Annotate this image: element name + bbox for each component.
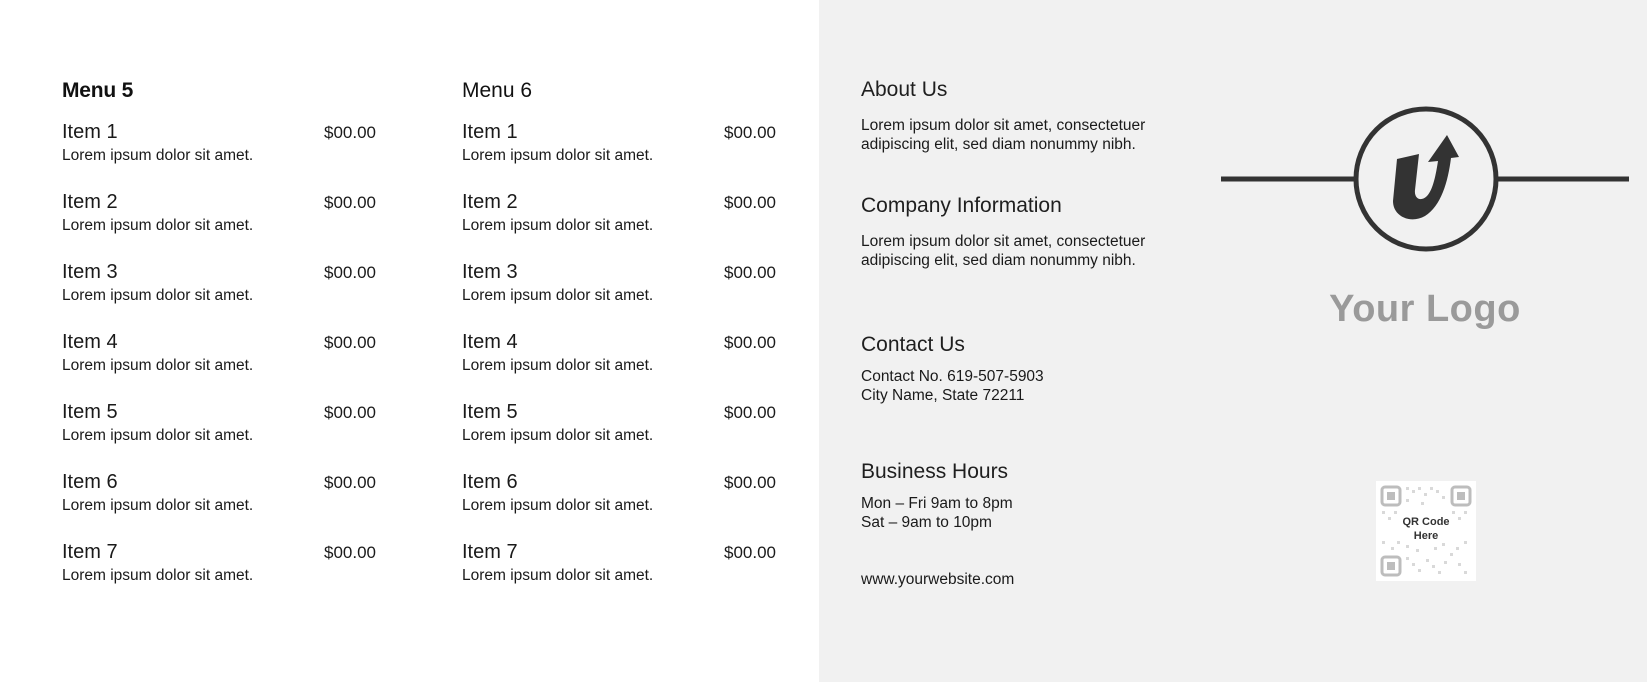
item-price: $00.00 [724, 263, 776, 282]
qr-label-line: Here [1413, 530, 1439, 542]
item-description: Lorem ipsum dolor sit amet. [62, 497, 254, 514]
item-name: Item 1 [462, 121, 518, 143]
menu-column-6 [462, 76, 776, 610]
item-name: Item 5 [62, 401, 118, 423]
hours-title: Business Hours [861, 460, 1009, 483]
menu-item [62, 260, 376, 330]
arrow-u-logo-icon [1221, 104, 1629, 254]
item-name: Item 7 [62, 541, 118, 563]
hours-weekday: Mon – Fri 9am to 8pm [861, 495, 1013, 512]
item-price: $00.00 [724, 403, 776, 422]
item-price: $00.00 [724, 193, 776, 212]
item-name: Item 7 [462, 541, 518, 563]
item-price: $00.00 [724, 473, 776, 492]
menu-column-5 [62, 76, 376, 610]
company-text-line: adipiscing elit, sed diam nonummy nibh. [861, 252, 1136, 269]
item-description: Lorem ipsum dolor sit amet. [62, 567, 254, 584]
hours-weekend: Sat – 9am to 10pm [861, 514, 992, 531]
item-price: $00.00 [324, 543, 376, 562]
item-description: Lorem ipsum dolor sit amet. [62, 287, 254, 304]
item-price: $00.00 [324, 193, 376, 212]
website-link[interactable]: www.yourwebsite.com [861, 571, 1015, 588]
menu-item [62, 330, 376, 400]
item-price: $00.00 [724, 543, 776, 562]
qr-code-placeholder [1376, 481, 1476, 581]
contact-address: City Name, State 72211 [861, 387, 1025, 404]
item-name: Item 2 [462, 191, 518, 213]
about-text-line: adipiscing elit, sed diam nonummy nibh. [861, 136, 1136, 153]
website-section [861, 570, 1191, 589]
item-description: Lorem ipsum dolor sit amet. [462, 427, 654, 444]
menu-title: Menu 5 [62, 79, 134, 102]
qr-label [1376, 515, 1476, 543]
item-description: Lorem ipsum dolor sit amet. [462, 357, 654, 374]
menu-item [462, 400, 776, 470]
hours-section [861, 458, 1191, 532]
item-description: Lorem ipsum dolor sit amet. [62, 357, 254, 374]
item-name: Item 6 [62, 471, 118, 493]
logo [1221, 104, 1629, 254]
item-description: Lorem ipsum dolor sit amet. [462, 497, 654, 514]
item-name: Item 3 [462, 261, 518, 283]
menu-item [62, 120, 376, 190]
item-description: Lorem ipsum dolor sit amet. [62, 427, 254, 444]
item-price: $00.00 [324, 263, 376, 282]
company-text-line: Lorem ipsum dolor sit amet, consectetuer [861, 233, 1146, 250]
menu-item [462, 540, 776, 610]
menu-item [462, 470, 776, 540]
menu-item [62, 540, 376, 610]
contact-section [861, 331, 1191, 405]
contact-title: Contact Us [861, 333, 965, 356]
logo-text: Your Logo [1329, 288, 1521, 330]
menu-item [462, 120, 776, 190]
item-description: Lorem ipsum dolor sit amet. [62, 217, 254, 234]
item-description: Lorem ipsum dolor sit amet. [462, 567, 654, 584]
about-section [861, 76, 1191, 154]
menu-title: Menu 6 [462, 79, 533, 102]
item-name: Item 5 [462, 401, 518, 423]
item-description: Lorem ipsum dolor sit amet. [62, 147, 254, 164]
qr-label-line: QR Code [1402, 516, 1450, 528]
item-description: Lorem ipsum dolor sit amet. [462, 147, 654, 164]
item-price: $00.00 [324, 403, 376, 422]
menu-item [462, 190, 776, 260]
menu-item [62, 400, 376, 470]
company-title: Company Information [861, 194, 1062, 217]
item-name: Item 1 [62, 121, 118, 143]
item-price: $00.00 [724, 333, 776, 352]
item-price: $00.00 [324, 123, 376, 142]
about-title: About Us [861, 78, 948, 101]
menu-item [62, 190, 376, 260]
item-price: $00.00 [324, 473, 376, 492]
item-name: Item 3 [62, 261, 118, 283]
item-description: Lorem ipsum dolor sit amet. [462, 217, 654, 234]
item-price: $00.00 [324, 333, 376, 352]
item-description: Lorem ipsum dolor sit amet. [462, 287, 654, 304]
contact-phone: Contact No. 619-507-5903 [861, 368, 1044, 385]
menu-item [62, 470, 376, 540]
item-price: $00.00 [724, 123, 776, 142]
menu-item [462, 330, 776, 400]
menu-item [462, 260, 776, 330]
item-name: Item 4 [62, 331, 118, 353]
company-section [861, 192, 1191, 270]
item-name: Item 2 [62, 191, 118, 213]
about-text-line: Lorem ipsum dolor sit amet, consectetuer [861, 117, 1146, 134]
item-name: Item 6 [462, 471, 518, 493]
item-name: Item 4 [462, 331, 518, 353]
